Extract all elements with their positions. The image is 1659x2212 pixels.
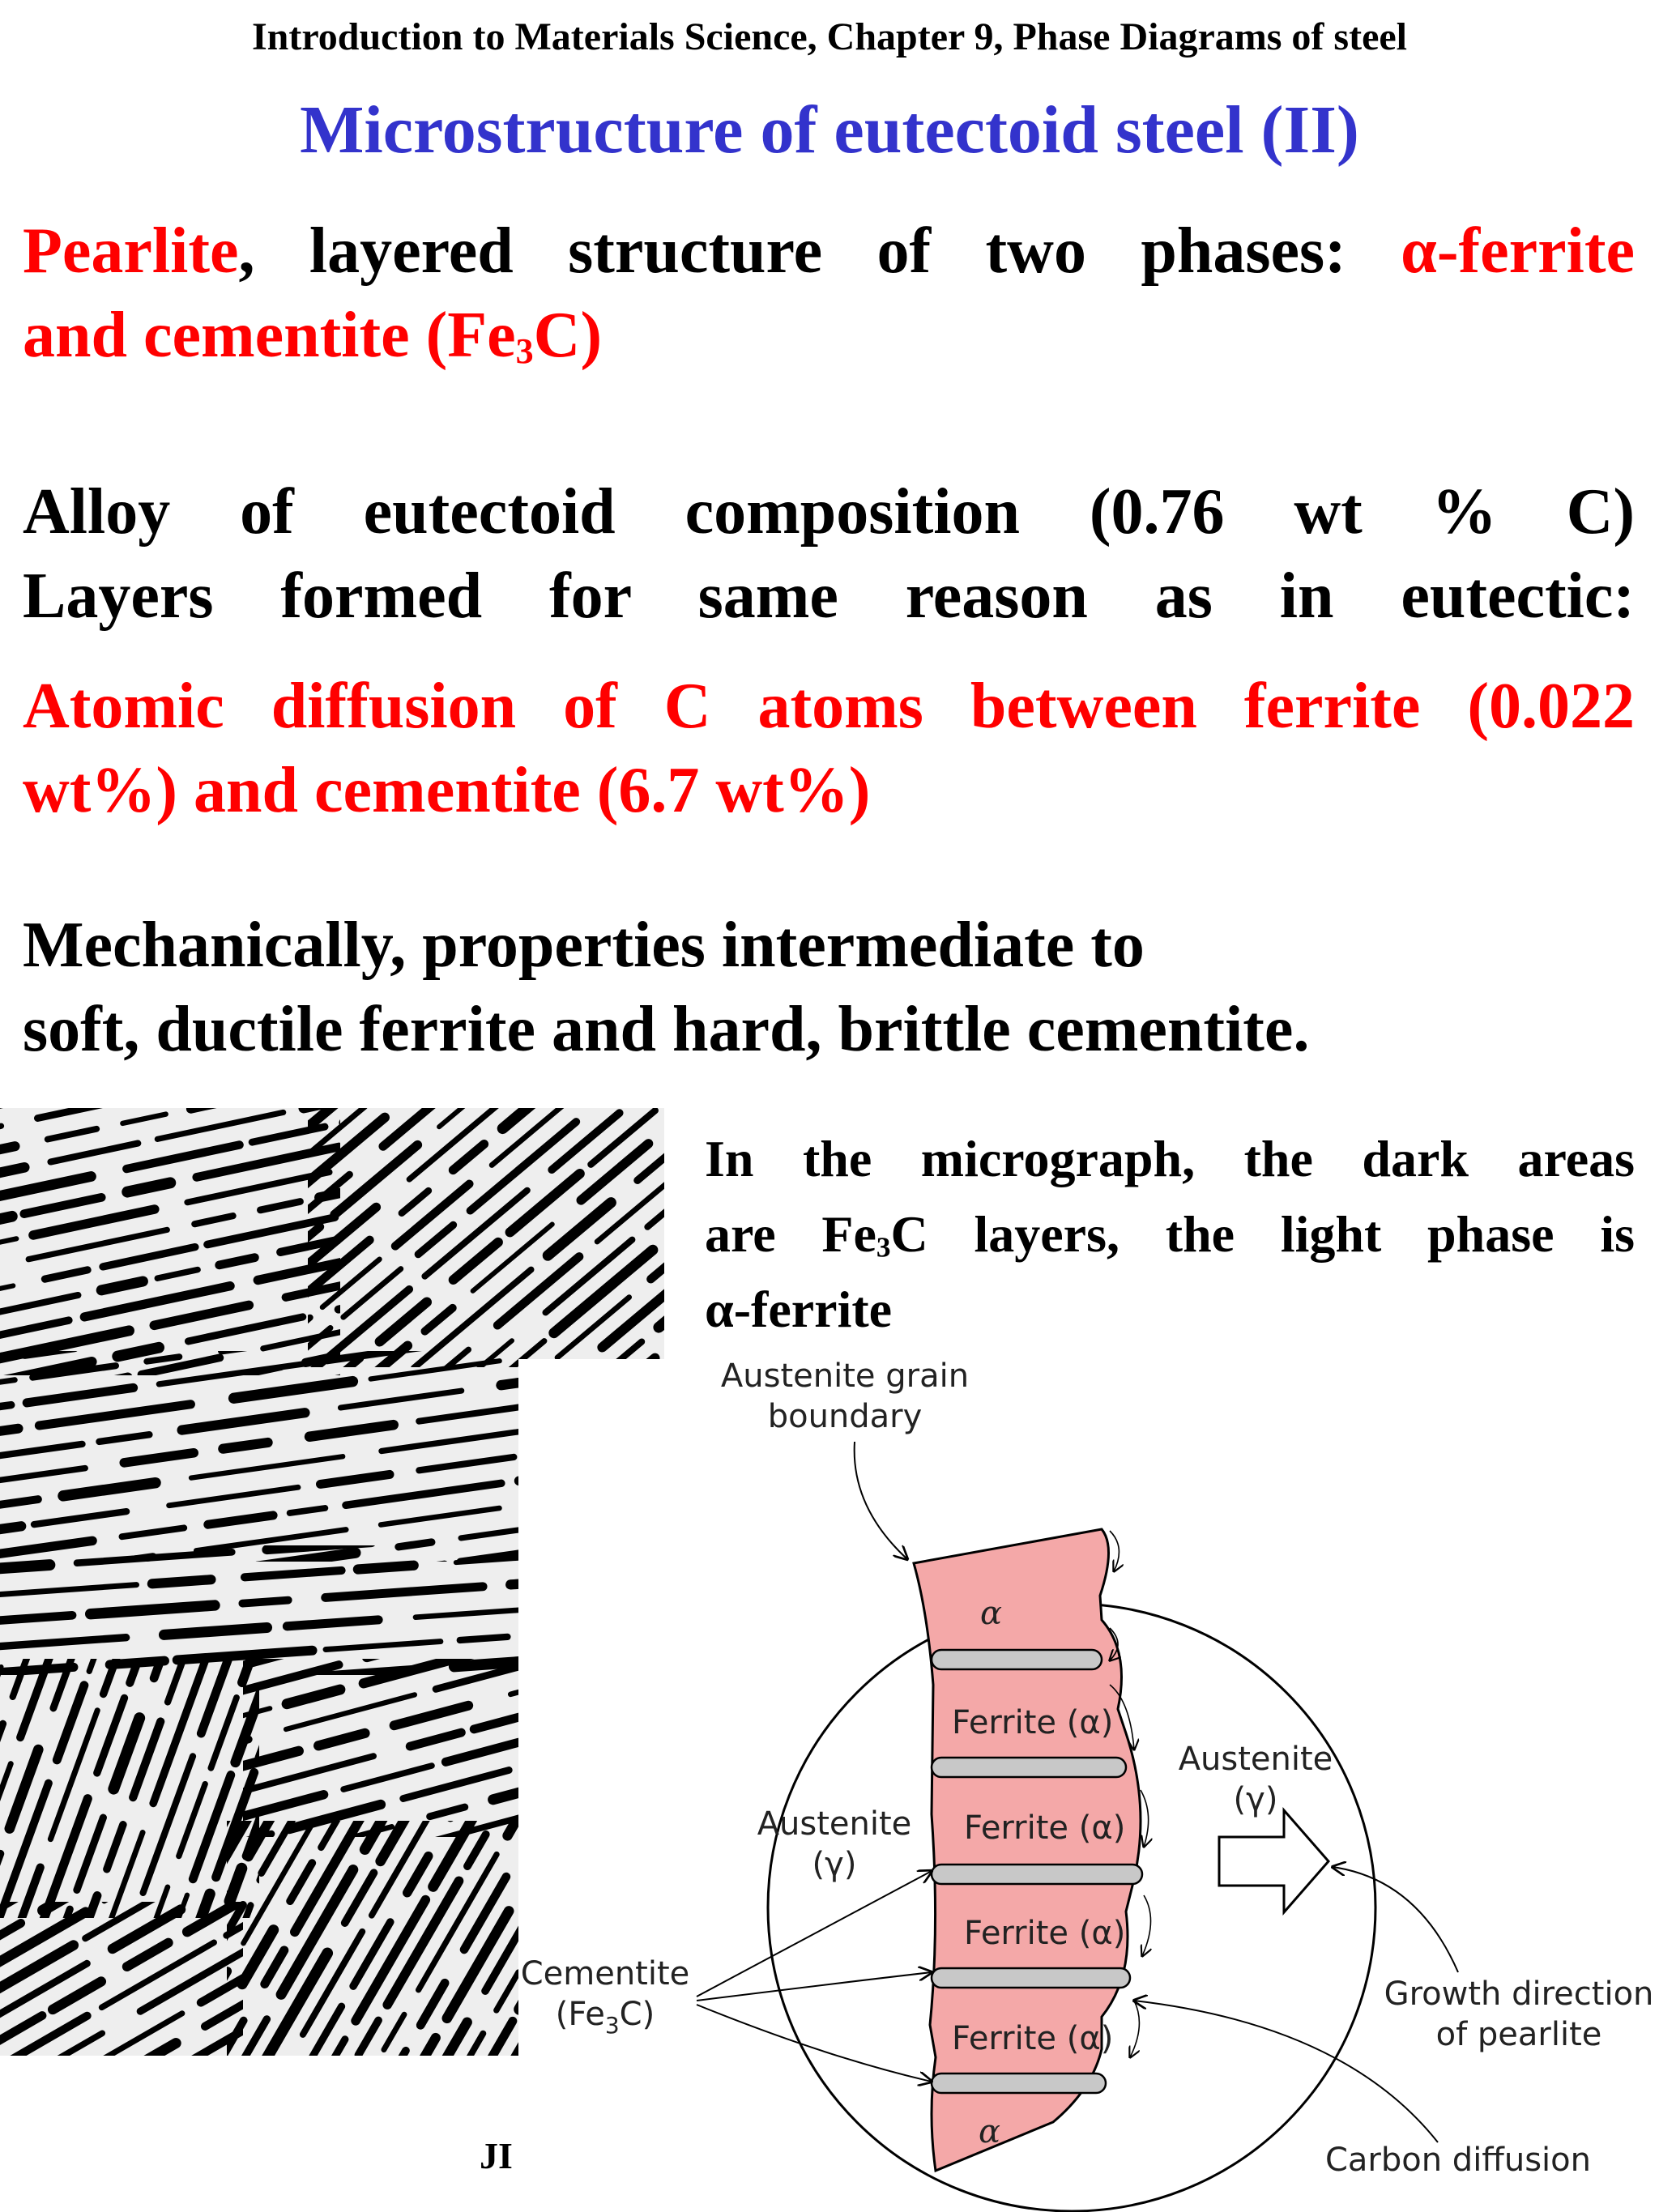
grain-boundary-label-2: boundary <box>767 1398 923 1435</box>
cementite-prefix: and cementite (Fe <box>23 300 516 371</box>
pearlite-line-1 <box>23 209 1635 293</box>
lamella-mark <box>223 1443 267 1449</box>
subscript-3: 3 <box>876 1231 891 1264</box>
cementite-plate <box>932 1758 1126 1777</box>
austenite-right-symbol: (γ) <box>1233 1781 1278 1818</box>
lamella-mark <box>242 1600 288 1604</box>
cementite-c: C) <box>619 1996 655 2033</box>
growth-direction-label-2: of pearlite <box>1435 2016 1602 2053</box>
pearlite-term: Pearlite <box>23 215 239 287</box>
diffusion-arrow-icon <box>1110 1531 1119 1571</box>
pearlite-line-2 <box>23 293 1635 377</box>
caption-suffix: C layers, the light phase is <box>890 1204 1636 1263</box>
diffusion-paragraph <box>23 664 1635 833</box>
lamella-mark <box>0 1667 74 1673</box>
pearlite-paragraph <box>23 209 1635 377</box>
lamella-mark <box>287 1620 378 1626</box>
austenite-left-symbol: (γ) <box>812 1846 857 1883</box>
header-text: Introduction to Materials Science, Chapter 9, Phase Diagrams of steel <box>251 15 1408 58</box>
author-initials: JI <box>480 2135 513 2176</box>
alpha-label-top: α <box>980 1595 1003 1632</box>
ferrite-label-1: Ferrite (α) <box>952 1704 1114 1741</box>
diffusion-line-2: wt%) and cementite (6.7 wt%) <box>23 755 871 826</box>
cementite-label-2 <box>556 1996 655 2039</box>
cementite-leader-1 <box>697 1871 932 1997</box>
cementite-label-1: Cementite <box>520 1955 690 1993</box>
lamella-mark <box>0 1615 72 1621</box>
growth-arrow-icon <box>1219 1810 1328 1912</box>
cementite-fe: (Fe <box>555 1996 605 2033</box>
cementite-plate <box>932 1650 1102 1669</box>
lamella-mark <box>399 1542 432 1547</box>
caption-line-1: In the micrograph, the dark areas <box>705 1130 1635 1187</box>
cementite-suffix: C) <box>533 300 603 371</box>
mechanical-line-2: soft, ductile ferrite and hard, brittle cementite. <box>23 994 1310 1065</box>
page-title: Microstructure of eutectoid steel (II) <box>300 92 1359 168</box>
lamella-mark <box>0 1526 21 1531</box>
composition-line-1: Alloy of eutectoid composition (0.76 wt % C) <box>23 476 1635 548</box>
diffusion-arrow-icon <box>1142 1895 1151 1956</box>
mechanical-line-1: Mechanically, properties intermediate to <box>23 910 1145 981</box>
composition-paragraph <box>23 470 1635 638</box>
composition-line-2: Layers formed for same reason as in eutectic: <box>23 560 1635 632</box>
caption-fe: are Fe <box>705 1204 876 1263</box>
micrograph-caption <box>705 1122 1635 1347</box>
grain-boundary-leader <box>855 1442 907 1559</box>
cementite-plate <box>932 1865 1142 1884</box>
cementite-subscript: 3 <box>604 2012 620 2039</box>
lamella-mark <box>358 1566 414 1570</box>
growth-direction-label-1: Growth direction <box>1384 1975 1654 2013</box>
cementite-plate <box>932 1968 1130 1988</box>
diffusion-arrow-icon <box>1130 2001 1139 2057</box>
ferrite-label-2: Ferrite (α) <box>964 1809 1126 1847</box>
caption-line-3: α-ferrite <box>705 1280 893 1338</box>
subscript-3: 3 <box>515 330 534 371</box>
growth-leader <box>1333 1867 1458 1972</box>
ferrite-label-4: Ferrite (α) <box>952 2020 1114 2057</box>
pearlite-description: , layered structure of two phases: <box>238 215 1401 287</box>
austenite-left-label: Austenite <box>757 1805 912 1843</box>
cementite-plate <box>932 2073 1106 2093</box>
ferrite-label-3: Ferrite (α) <box>964 1915 1126 1952</box>
carbon-diffusion-label: Carbon diffusion <box>1324 2142 1592 2179</box>
pearlite-growth-diagram <box>486 1361 1659 2212</box>
lamella-mark <box>164 1628 267 1635</box>
alpha-label-bottom: α <box>979 2113 1001 2150</box>
caption-line-2 <box>705 1197 1635 1272</box>
diffusion-line-1: Atomic diffusion of C atoms between ferrite (0.022 <box>23 671 1635 742</box>
alpha-ferrite-term: α-ferrite <box>1401 215 1635 287</box>
grain-boundary-label-1: Austenite grain <box>720 1361 970 1395</box>
lamella-mark <box>0 1565 49 1569</box>
mechanical-paragraph <box>23 903 1635 1072</box>
lamella-mark <box>152 1579 211 1583</box>
cementite-leader-2 <box>697 1972 932 2001</box>
austenite-right-label: Austenite <box>1178 1741 1333 1778</box>
